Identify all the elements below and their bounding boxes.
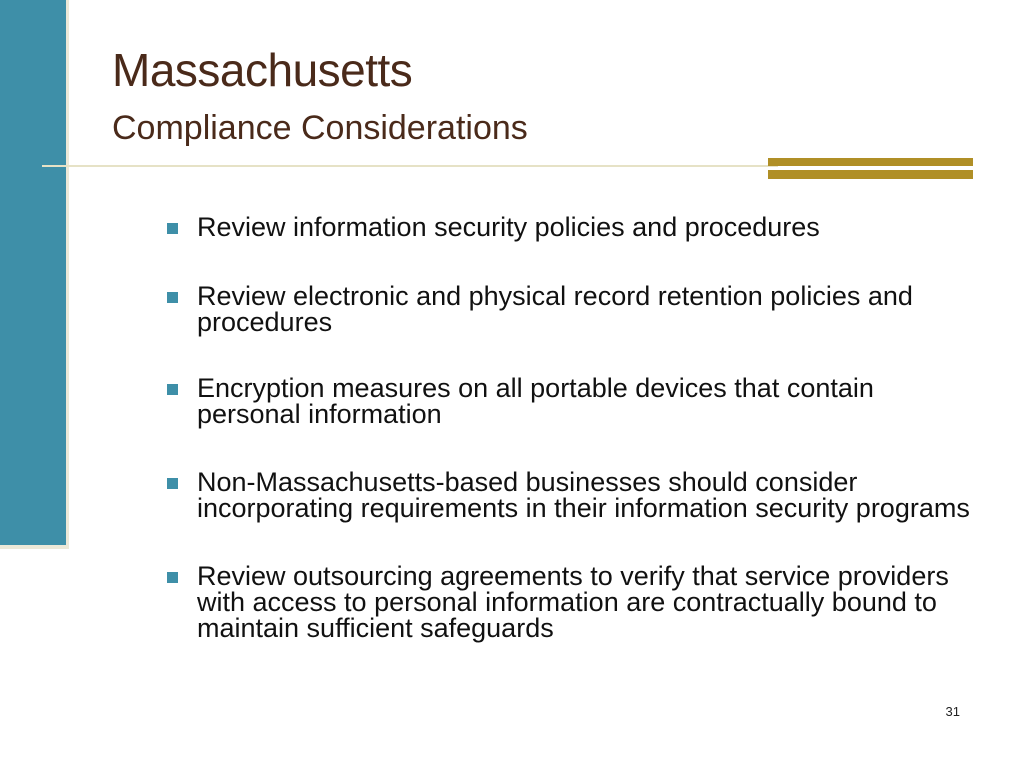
square-bullet-icon	[167, 572, 178, 583]
side-bar-edge	[66, 0, 69, 549]
bullet-text: Review electronic and physical record retention policies and procedures	[197, 281, 913, 337]
square-bullet-icon	[167, 292, 178, 303]
bullet-list	[162, 210, 982, 641]
side-bar-shadow	[0, 545, 68, 549]
bullet-text: Review information security policies and procedures	[197, 212, 820, 242]
bullet-text: Review outsourcing agreements to verify that service providers with access to personal information are contractually bound to maintain sufficient safeguards	[197, 561, 949, 643]
side-accent-bar	[0, 0, 66, 545]
square-bullet-icon	[167, 478, 178, 489]
bullet-item	[162, 563, 982, 641]
gold-accent-bar-bottom	[768, 170, 973, 179]
slide-subtitle: Compliance Considerations	[112, 109, 528, 147]
square-bullet-icon	[167, 223, 178, 234]
bullet-text: Encryption measures on all portable devices that contain personal information	[197, 373, 874, 429]
title-divider-line	[42, 165, 778, 167]
bullet-item	[162, 469, 982, 521]
slide-title: Massachusetts	[112, 44, 413, 96]
gold-accent-bar-top	[768, 158, 973, 166]
bullet-item	[162, 214, 982, 240]
square-bullet-icon	[167, 384, 178, 395]
page-number: 31	[945, 704, 960, 719]
bullet-item	[162, 375, 982, 427]
bullet-item	[162, 283, 982, 335]
bullet-text: Non-Massachusetts-based businesses should consider incorporating requirements in their information security programs	[197, 467, 970, 523]
